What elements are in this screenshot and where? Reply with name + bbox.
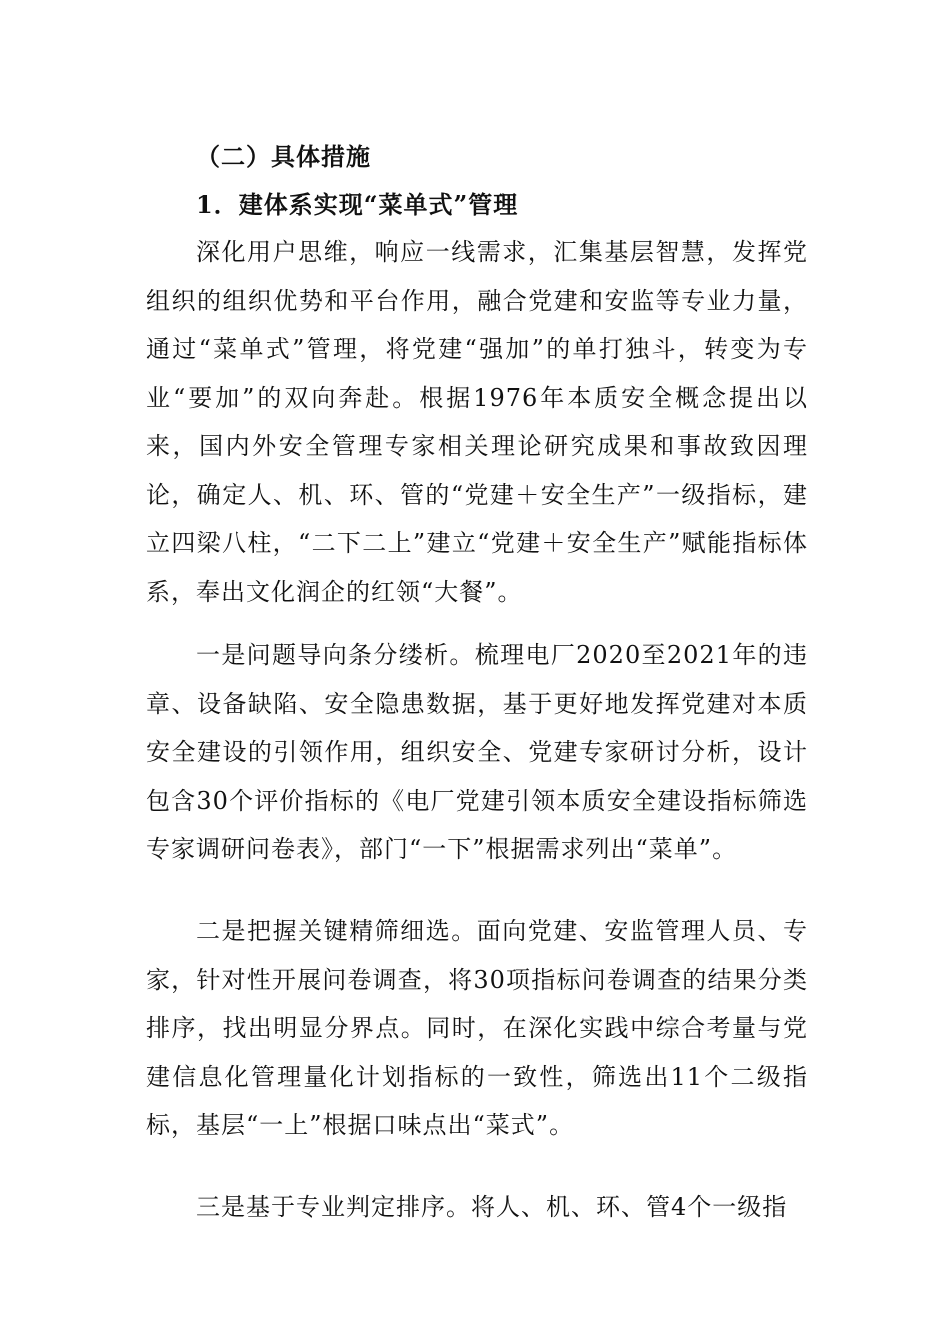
subsection-heading: 1．建体系实现“菜单式”管理 xyxy=(196,190,519,219)
paragraph-1: 深化用户思维，响应一线需求，汇集基层智慧，发挥党组织的组织优势和平台作用，融合党建和安监等专业力量，通过“菜单式”管理，将党建“强加”的单打独斗，转变为专业“要加”的双向奔赴。根据1976年本质安全概念提出以来，国内外安全管理专家相关理论研究成果和事故致因理论，确定人、机、环、管的“党建＋安全生产”一级指标，建立四梁八柱，“二下二上”建立“党建＋安全生产”赋能指标体系，奉出文化润企的红领“大餐”。 xyxy=(146,238,808,606)
paragraph-3: 二是把握关键精筛细选。面向党建、安监管理人员、专家，针对性开展问卷调查，将30项指标问卷调查的结果分类排序，找出明显分界点。同时，在深化实践中综合考量与党建信息化管理量化计划指标的一致性，筛选出11个二级指标，基层“一上”根据口味点出“菜式”。 xyxy=(146,917,808,1139)
paragraph-4: 三是基于专业判定排序。将人、机、环、管4个一级指 xyxy=(196,1193,788,1221)
paragraph-2: 一是问题导向条分缕析。梳理电厂2020至2021年的违章、设备缺陷、安全隐患数据，基于更好地发挥党建对本质安全建设的引领作用，组织安全、党建专家研讨分析，设计包含30个评价指标的《电厂党建引领本质安全建设指标筛选专家调研问卷表》，部门“一下”根据需求列出“菜单”。 xyxy=(146,641,808,863)
section-heading: （二）具体措施 xyxy=(196,142,371,171)
